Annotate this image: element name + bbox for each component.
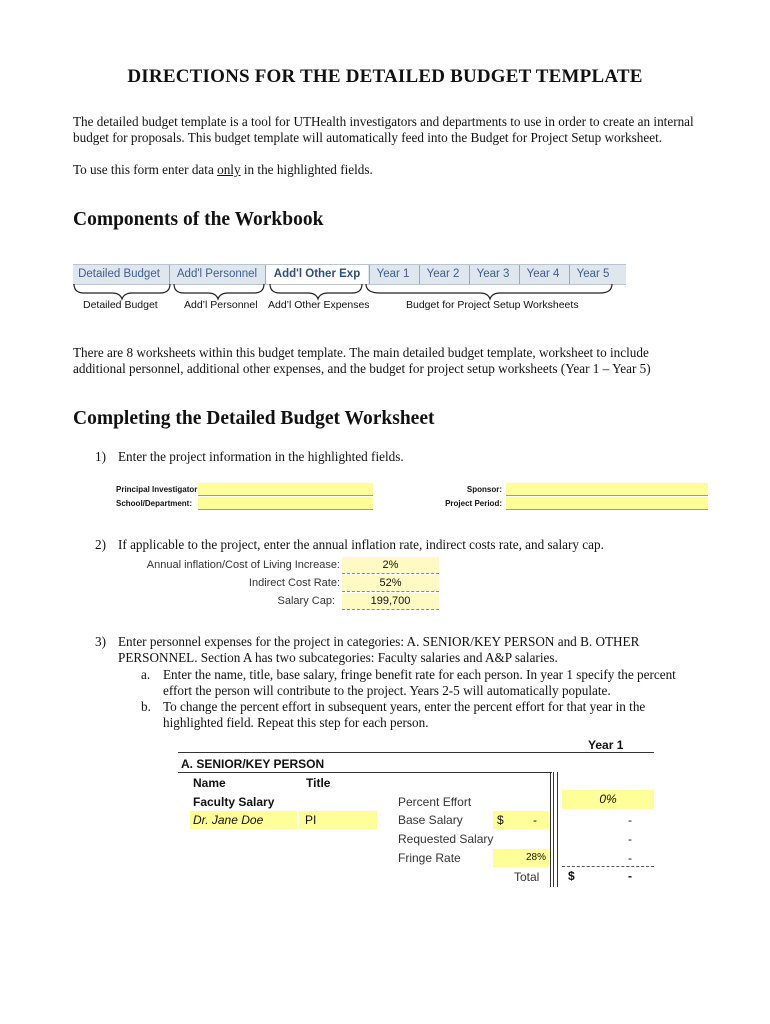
year-1-header: Year 1	[588, 738, 624, 752]
tab-year-2[interactable]: Year 2	[419, 265, 466, 284]
inflation-value[interactable]: 2%	[342, 557, 439, 574]
tab-year-3[interactable]: Year 3	[469, 265, 516, 284]
header-rule	[178, 752, 654, 753]
requested-salary-label: Requested Salary	[398, 832, 494, 846]
sponsor-label: Sponsor:	[466, 485, 502, 494]
total-dashed-rule	[562, 866, 654, 867]
vertical-rule-3	[557, 772, 558, 887]
year1-fringe-dash: -	[628, 851, 632, 865]
worksheet-tab-strip	[73, 264, 626, 285]
salary-cap-label: Salary Cap:	[277, 595, 335, 607]
brace-year-sheets	[366, 284, 612, 299]
indirect-cost-value[interactable]: 52%	[342, 575, 439, 592]
inflation-label: Annual inflation/Cost of Living Increase:	[146, 559, 340, 571]
person-title-field[interactable]: PI	[299, 811, 377, 829]
tab-year-4[interactable]: Year 4	[519, 265, 566, 284]
vertical-rule-2	[553, 772, 554, 887]
tab-year-5[interactable]: Year 5	[569, 265, 616, 284]
period-label: Project Period:	[445, 499, 502, 508]
step-3b-number: b.	[141, 699, 151, 714]
step-3-line-2: PERSONNEL. Section A has two subcategories: Faculty salaries and A&P salaries.	[118, 650, 558, 665]
brace-addl-personnel	[174, 284, 264, 299]
use-post: in the highlighted fields.	[240, 162, 373, 177]
base-salary-dash: -	[533, 813, 537, 827]
step-2-number: 2)	[95, 537, 106, 552]
senior-key-person-title: A. SENIOR/KEY PERSON	[181, 757, 325, 771]
worksheets-description	[73, 345, 713, 377]
label-addl-personnel: Add’l Personnel	[184, 299, 258, 311]
step-1-number: 1)	[95, 449, 106, 464]
step-3a-line-1: Enter the name, title, base salary, fringe benefit rate for each person. In year 1 specify the percent	[163, 667, 676, 682]
pi-label: Principal Investigator	[116, 485, 198, 494]
step-3-line-1: Enter personnel expenses for the project in categories: A. SENIOR/KEY PERSON and B. OTHER	[118, 634, 640, 649]
tab-addl-personnel[interactable]: Add'l Personnel	[169, 265, 264, 284]
worksheets-desc-line-1: There are 8 worksheets within this budget template. The main detailed budget template, worksheet to include	[73, 345, 649, 360]
base-salary-field[interactable]	[493, 811, 549, 829]
col-title-header: Title	[306, 776, 331, 790]
document-title: DIRECTIONS FOR THE DETAILED BUDGET TEMPLATE	[127, 66, 643, 87]
step-3b-text	[163, 699, 723, 731]
year1-requested-dash: -	[628, 832, 632, 846]
total-label: Total	[514, 870, 540, 884]
sponsor-field[interactable]	[506, 483, 708, 496]
use-instruction	[73, 162, 713, 178]
school-field[interactable]	[198, 497, 373, 510]
year1-base-dash: -	[628, 813, 632, 827]
base-salary-label: Base Salary	[398, 813, 463, 827]
intro-line-2: budget for proposals. This budget template will automatically feed into the Budget for Project Setup worksheet.	[73, 130, 663, 145]
worksheets-desc-line-2: additional personnel, additional other expenses, and the budget for project setup worksheets (Year 1 – Year 5)	[73, 361, 651, 376]
indirect-cost-label: Indirect Cost Rate:	[248, 577, 340, 589]
step-3b-line-2: highlighted field. Repeat this step for each person.	[163, 715, 429, 730]
step-3-number: 3)	[95, 634, 106, 649]
label-addl-other-expenses: Add’l Other Expenses	[268, 299, 370, 311]
intro-paragraph	[73, 114, 713, 146]
tab-addl-other-exp[interactable]: Add'l Other Exp	[265, 265, 368, 284]
col-name-header: Name	[193, 776, 226, 790]
vertical-rule-1	[550, 772, 551, 887]
step-3a-line-2: effort the person will contribute to the project. Years 2-5 will automatically populate.	[163, 683, 611, 698]
brace-detailed-budget	[74, 284, 170, 299]
tab-year-1[interactable]: Year 1	[369, 265, 416, 284]
intro-line-1: The detailed budget template is a tool for UTHealth investigators and departments to use in order to create an internal	[73, 114, 694, 129]
label-detailed-budget: Detailed Budget	[83, 299, 158, 311]
person-name-field[interactable]: Dr. Jane Doe	[190, 811, 297, 829]
tab-detailed-budget[interactable]: Detailed Budget	[78, 268, 160, 280]
total-value: -	[628, 869, 632, 883]
brace-addl-other-exp	[270, 284, 362, 299]
step-3a-text	[163, 667, 723, 699]
step-1-text: Enter the project information in the highlighted fields.	[118, 449, 404, 464]
label-project-setup-worksheets: Budget for Project Setup Worksheets	[406, 299, 579, 311]
fringe-rate-field[interactable]	[493, 849, 549, 867]
use-pre: To use this form enter data	[73, 162, 218, 177]
step-3a-number: a.	[141, 667, 151, 682]
components-heading: Components of the Workbook	[73, 209, 324, 230]
salary-cap-value[interactable]: 199,700	[342, 593, 439, 610]
period-field[interactable]	[506, 497, 708, 510]
percent-effort-label: Percent Effort	[398, 795, 472, 809]
fringe-rate-label: Fringe Rate	[398, 851, 461, 865]
fringe-rate-value: 28%	[525, 852, 546, 863]
step-2-text: If applicable to the project, enter the annual inflation rate, indirect costs rate, and salary cap.	[118, 537, 604, 552]
total-currency: $	[568, 869, 575, 883]
use-only: only	[217, 162, 241, 177]
section-rule	[178, 772, 552, 773]
percent-effort-field[interactable]: 0%	[562, 790, 654, 809]
pi-field[interactable]	[198, 483, 373, 496]
completing-heading: Completing the Detailed Budget Worksheet	[73, 408, 435, 429]
step-3b-line-1: To change the percent effort in subsequent years, enter the percent effort for that year in the	[163, 699, 646, 714]
base-salary-currency: $	[497, 813, 504, 827]
step-3-text	[118, 634, 718, 666]
faculty-salary-label: Faculty Salary	[193, 795, 275, 809]
school-label: School/Department:	[116, 499, 193, 508]
